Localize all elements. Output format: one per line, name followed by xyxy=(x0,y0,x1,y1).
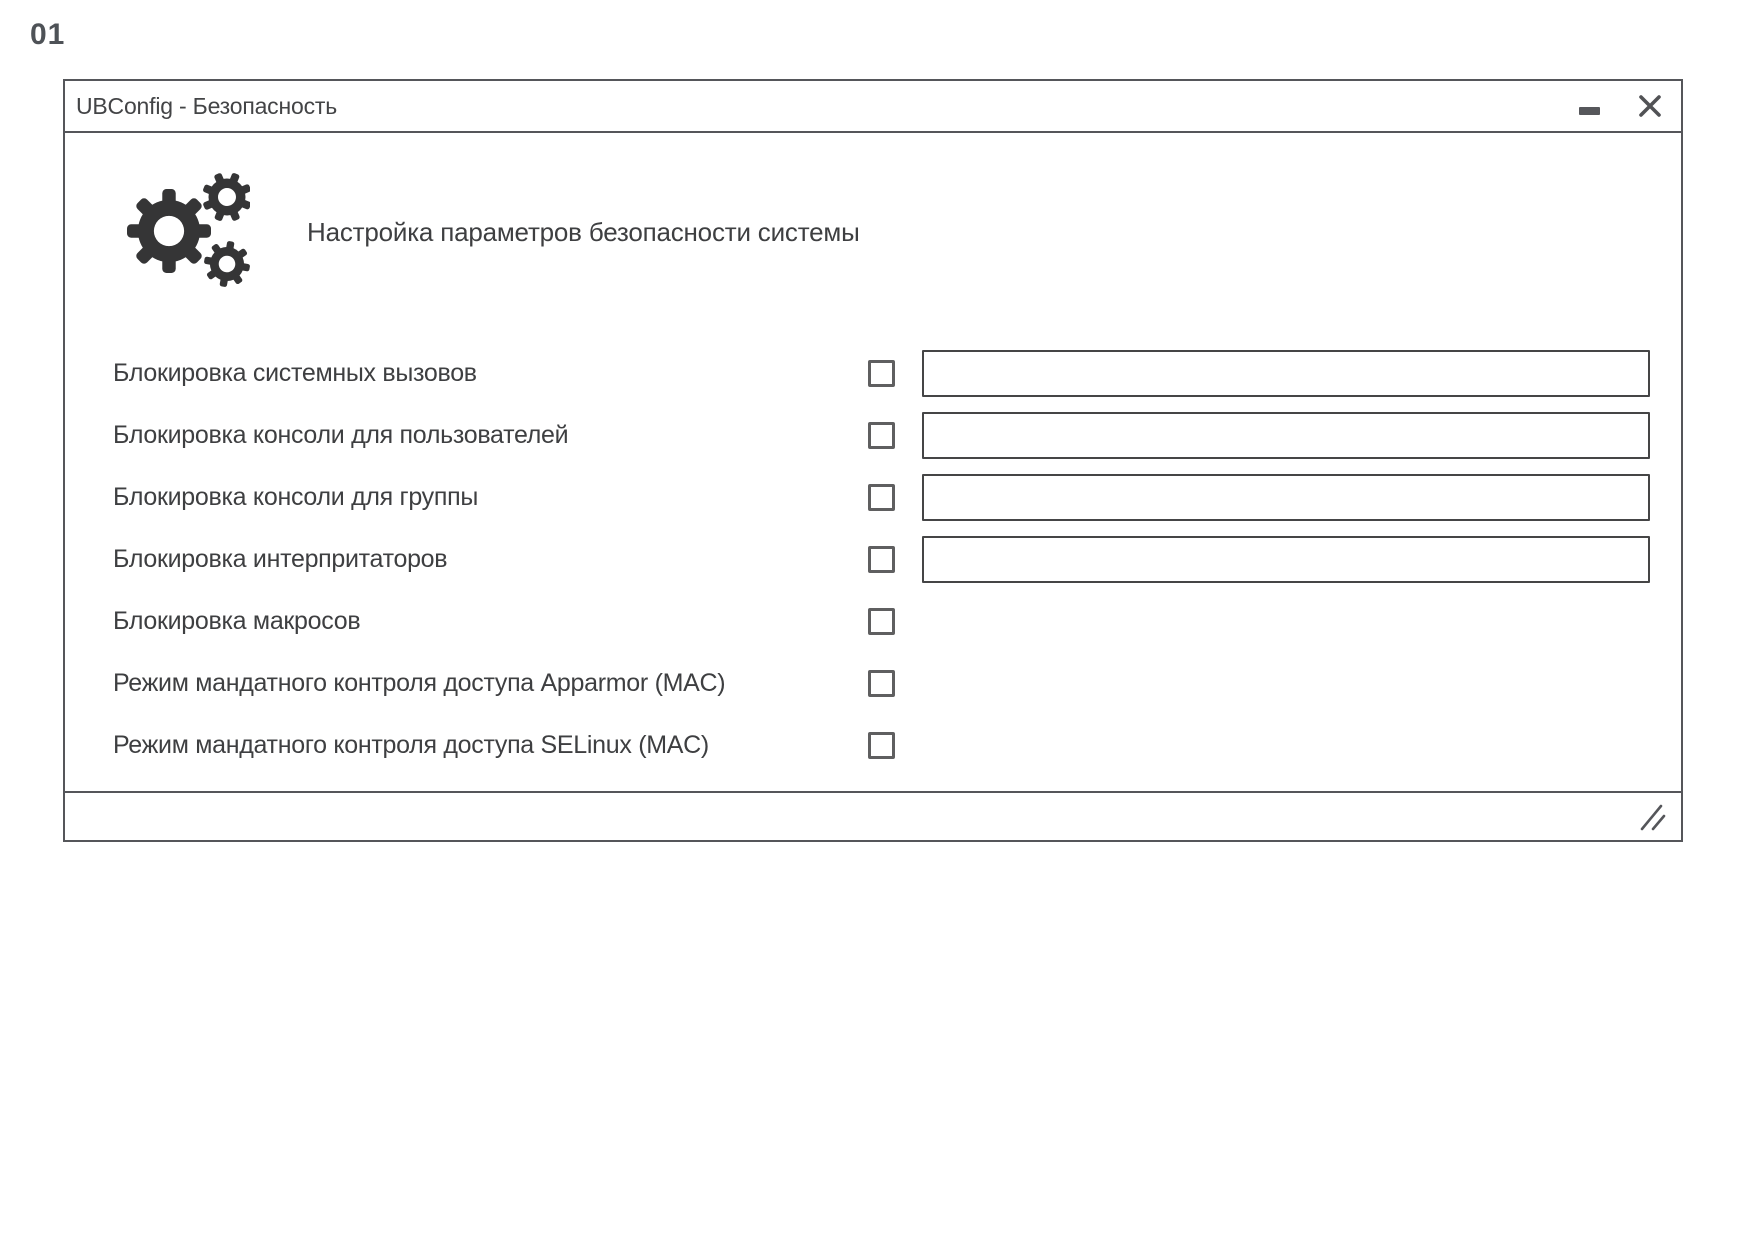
row-checkbox[interactable] xyxy=(868,670,895,697)
row-text-input[interactable] xyxy=(922,536,1650,583)
form-row-1 xyxy=(113,342,1650,404)
window-title: UBConfig - Безопасность xyxy=(76,92,337,119)
form-row-3 xyxy=(113,466,1650,528)
window-controls xyxy=(1577,91,1663,121)
form-row-6 xyxy=(113,652,1650,714)
form-row-7 xyxy=(113,714,1650,776)
row-checkbox[interactable] xyxy=(868,484,895,511)
row-label: Режим мандатного контроля доступа Apparmor (MAC) xyxy=(113,668,726,697)
minimize-button[interactable] xyxy=(1577,91,1601,121)
row-text-input[interactable] xyxy=(922,412,1650,459)
minimize-icon xyxy=(1579,107,1600,115)
row-checkbox[interactable] xyxy=(868,608,895,635)
row-checkbox[interactable] xyxy=(868,360,895,387)
window-body xyxy=(65,133,1681,791)
row-checkbox[interactable] xyxy=(868,422,895,449)
row-label: Блокировка макросов xyxy=(113,606,361,635)
row-label: Блокировка консоли для группы xyxy=(113,482,479,511)
page-title: Настройка параметров безопасности системы xyxy=(307,217,860,247)
window-titlebar xyxy=(65,81,1681,133)
row-text-input[interactable] xyxy=(922,350,1650,397)
row-label: Блокировка консоли для пользователей xyxy=(113,420,569,449)
gears-icon xyxy=(127,172,250,289)
close-icon xyxy=(1638,94,1662,118)
row-label: Блокировка интерпритаторов xyxy=(113,544,448,573)
form-row-5 xyxy=(113,590,1650,652)
form-row-2 xyxy=(113,404,1650,466)
security-settings-form xyxy=(113,342,1650,776)
resize-grip-icon[interactable] xyxy=(1639,801,1669,833)
row-checkbox[interactable] xyxy=(868,732,895,759)
close-button[interactable] xyxy=(1637,91,1663,121)
figure-label: 01 xyxy=(30,18,66,51)
row-label: Режим мандатного контроля доступа SELinux (MAC) xyxy=(113,730,709,759)
status-bar xyxy=(65,791,1681,840)
row-label: Блокировка системных вызовов xyxy=(113,358,477,387)
row-checkbox[interactable] xyxy=(868,546,895,573)
app-window xyxy=(63,79,1683,842)
form-row-4 xyxy=(113,528,1650,590)
row-text-input[interactable] xyxy=(922,474,1650,521)
